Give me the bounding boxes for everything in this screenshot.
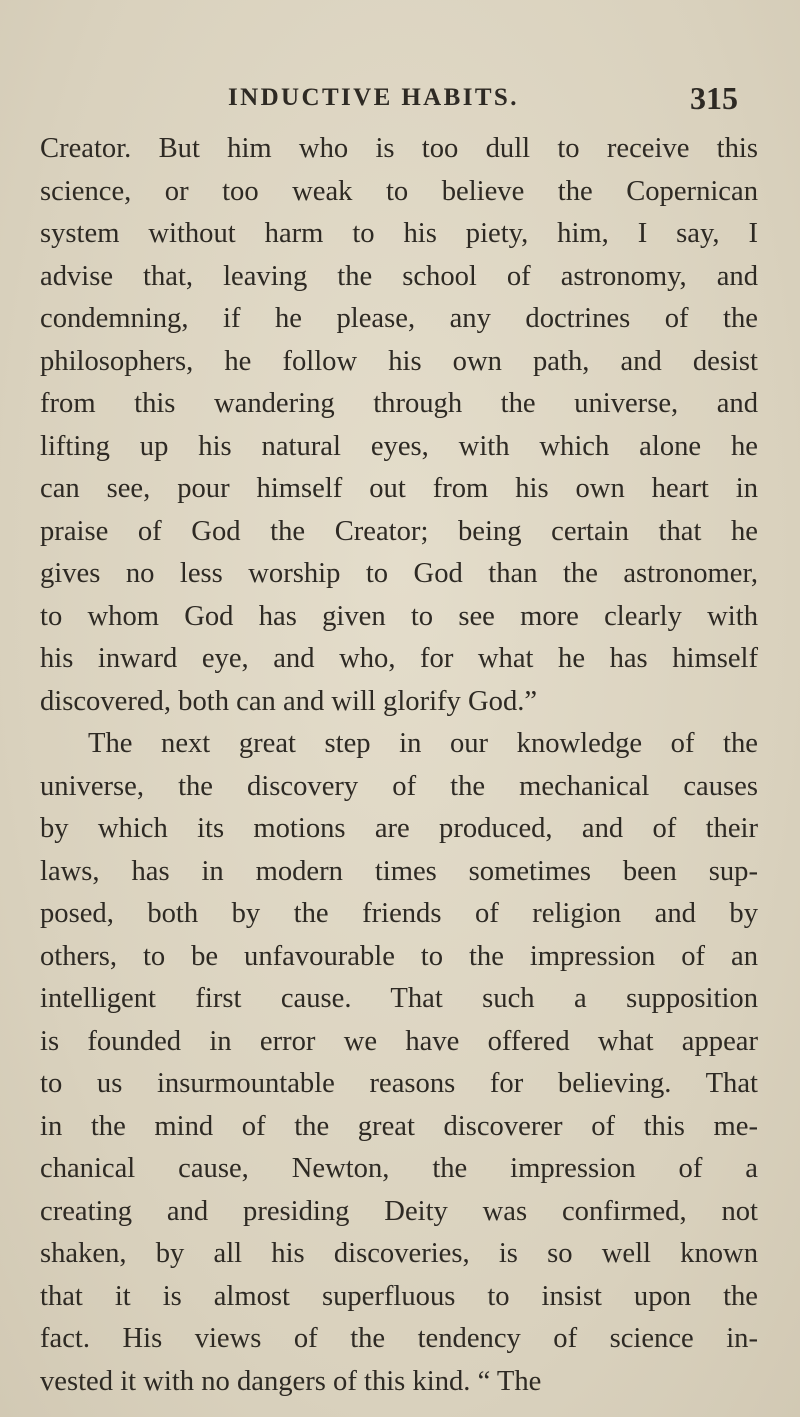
text-line: praise of God the Creator; being certain that he — [40, 515, 758, 547]
text-line: universe, the discovery of the mechanical causes — [40, 770, 758, 802]
running-title: INDUCTIVE HABITS. — [228, 84, 519, 111]
text-line: condemning, if he please, any doctrines of the — [40, 303, 758, 334]
text-line: that it is almost superfluous to insist upon the — [40, 1280, 758, 1312]
text-line: gives no less worship to God than the astronomer, — [40, 558, 758, 589]
text-line: fact. His views of the tendency of science in- — [40, 1323, 758, 1354]
body-text — [40, 128, 758, 1403]
text-line: lifting up his natural eyes, with which alone he — [40, 430, 758, 462]
text-line: chanical cause, Newton, the impression of a — [40, 1153, 758, 1184]
text-line: by which its motions are produced, and of their — [40, 813, 758, 844]
text-line: The next great step in our knowledge of the — [88, 728, 758, 759]
text-line: posed, both by the friends of religion and by — [40, 898, 758, 929]
text-line: science, or too weak to believe the Copernican — [40, 175, 758, 207]
text-line: creating and presiding Deity was confirmed, not — [40, 1195, 758, 1227]
text-line: to whom God has given to see more clearly with — [40, 600, 758, 632]
text-line: advise that, leaving the school of astronomy, and — [40, 260, 758, 292]
text-line: philosophers, he follow his own path, and desist — [40, 345, 758, 377]
text-line: from this wandering through the universe, and — [40, 388, 758, 419]
text-line: in the mind of the great discoverer of this me- — [40, 1110, 758, 1142]
text-line: is founded in error we have offered what appear — [40, 1025, 758, 1057]
text-line: to us insurmountable reasons for believing. That — [40, 1068, 758, 1099]
page-number: 315 — [690, 80, 738, 116]
text-line: shaken, by all his discoveries, is so well known — [40, 1238, 758, 1269]
text-line: others, to be unfavourable to the impression of an — [40, 940, 758, 972]
text-line: system without harm to his piety, him, I say, I — [40, 218, 758, 249]
running-head — [40, 78, 740, 118]
text-line: vested it with no dangers of this kind. “ The — [40, 1365, 542, 1397]
text-line: his inward eye, and who, for what he has himself — [40, 643, 758, 674]
text-line: intelligent first cause. That such a supposition — [40, 983, 758, 1014]
text-line: can see, pour himself out from his own heart in — [40, 473, 758, 504]
text-line: laws, has in modern times sometimes been sup- — [40, 855, 758, 887]
text-line: Creator. But him who is too dull to receive this — [40, 133, 758, 164]
text-line: discovered, both can and will glorify God.” — [40, 685, 538, 717]
